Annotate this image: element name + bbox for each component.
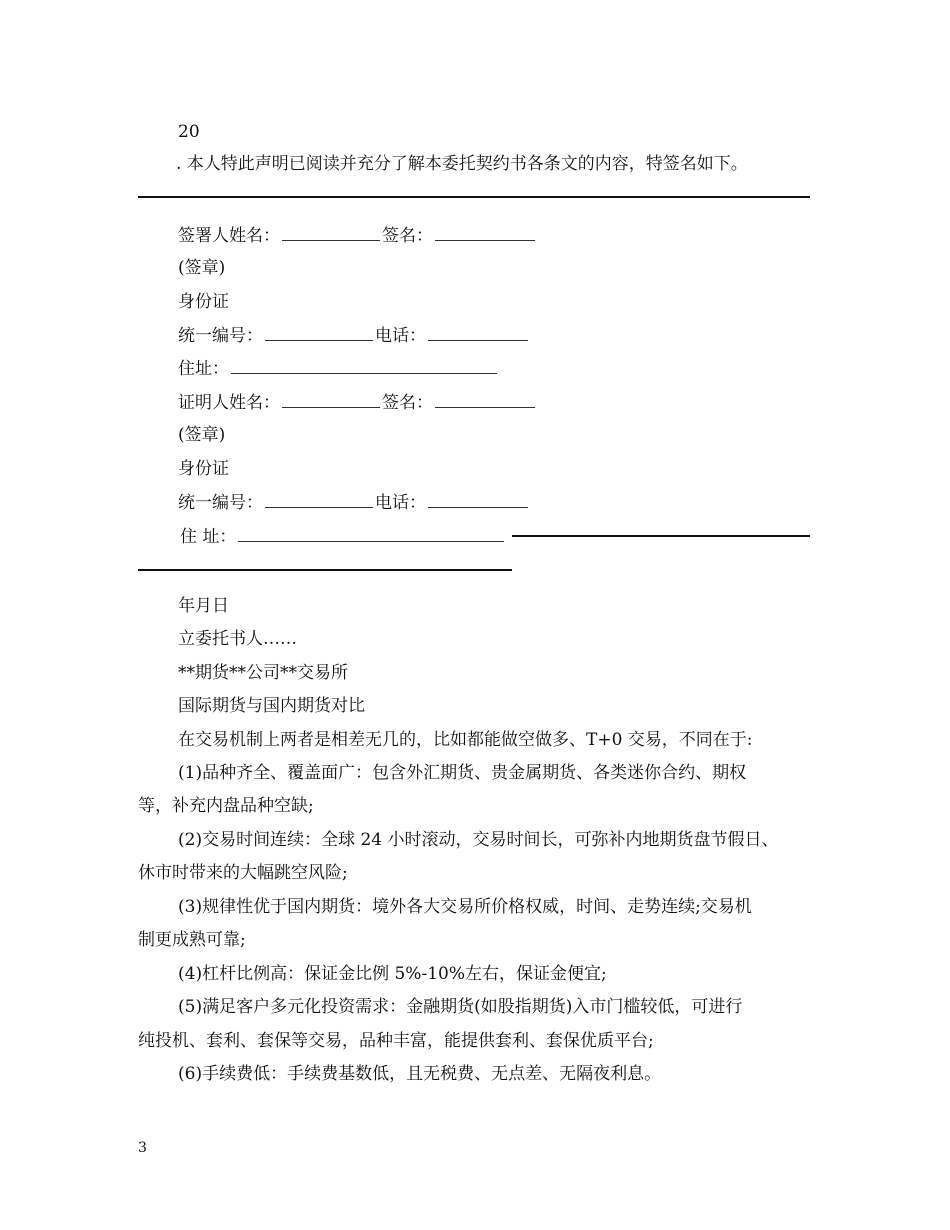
witness-sign-blank <box>435 391 535 408</box>
witness-unified-no-blank <box>265 491 373 508</box>
signer-id-card: 身份证 <box>178 292 229 312</box>
point-3-line-2: 制更成熟可靠; <box>138 930 246 950</box>
intro-paragraph: 在交易机制上两者是相差无几的，比如都能做空做多、T+0 交易，不同在于: <box>178 730 753 750</box>
point-2-line-2: 休市时带来的大幅跳空风险; <box>138 863 348 883</box>
signer-row <box>178 224 537 247</box>
witness-address-rule-right <box>512 535 810 537</box>
declaration-text: . 本人特此声明已阅读并充分了解本委托契约书各条文的内容，特签名如下。 <box>176 154 748 174</box>
witness-row <box>178 391 537 414</box>
signer-unified-no-label: 统一编号： <box>178 326 263 346</box>
point-2-line-1: (2)交易时间连续：全球 24 小时滚动，交易时间长，可弥补内地期货盘节假日、 <box>178 830 779 850</box>
signer-address-blank <box>231 357 497 374</box>
witness-address-row <box>180 525 506 548</box>
signer-address-label: 住址： <box>178 359 229 379</box>
signer-seal: (签章) <box>178 258 226 278</box>
witness-phone-blank <box>428 491 528 508</box>
signer-address-row <box>178 357 499 380</box>
signer-phone-label: 电话： <box>375 326 426 346</box>
separator-line <box>138 196 810 198</box>
point-5-line-1: (5)满足客户多元化投资需求：金融期货(如股指期货)入市门槛较低，可进行 <box>178 997 743 1017</box>
signer-name-label: 签署人姓名： <box>178 226 280 246</box>
witness-sign-label: 签名： <box>382 393 433 413</box>
witness-name-blank <box>282 391 380 408</box>
year-text: 20 <box>178 122 200 142</box>
date-line: 年月日 <box>178 596 229 616</box>
entrustor-text: 立委托书人…… <box>178 629 297 649</box>
point-1-line-1: (1)品种齐全、覆盖面广：包含外汇期货、贵金属期货、各类迷你合约、期权 <box>178 763 747 783</box>
witness-name-label: 证明人姓名： <box>178 393 280 413</box>
point-4: (4)杠杆比例高：保证金比例 5%-10%左右，保证金便宜; <box>178 964 607 984</box>
company-text: **期货**公司**交易所 <box>178 663 348 683</box>
witness-address-rule-left <box>138 569 512 571</box>
signer-sign-label: 签名： <box>382 226 433 246</box>
point-1-line-2: 等，补充内盘品种空缺; <box>138 796 314 816</box>
witness-id-card: 身份证 <box>178 459 229 479</box>
point-5-line-2: 纯投机、套利、套保等交易，品种丰富，能提供套利、套保优质平台; <box>138 1031 654 1051</box>
witness-phone-label: 电话： <box>375 493 426 513</box>
signer-sign-blank <box>435 224 535 241</box>
signer-unified-no-blank <box>265 324 373 341</box>
signer-id-row <box>178 324 530 347</box>
point-6: (6)手续费低：手续费基数低，且无税费、无点差、无隔夜利息。 <box>178 1064 662 1084</box>
point-3-line-1: (3)规律性优于国内期货：境外各大交易所价格权威，时间、走势连续;交易机 <box>178 897 752 917</box>
signer-phone-blank <box>428 324 528 341</box>
witness-address-blank <box>238 525 504 542</box>
witness-id-row <box>178 491 530 514</box>
witness-seal: (签章) <box>178 425 226 445</box>
witness-unified-no-label: 统一编号： <box>178 493 263 513</box>
witness-address-label: 住 址： <box>180 527 237 547</box>
section-heading: 国际期货与国内期货对比 <box>178 696 365 716</box>
signer-name-blank <box>282 224 380 241</box>
page-number: 3 <box>138 1140 147 1156</box>
